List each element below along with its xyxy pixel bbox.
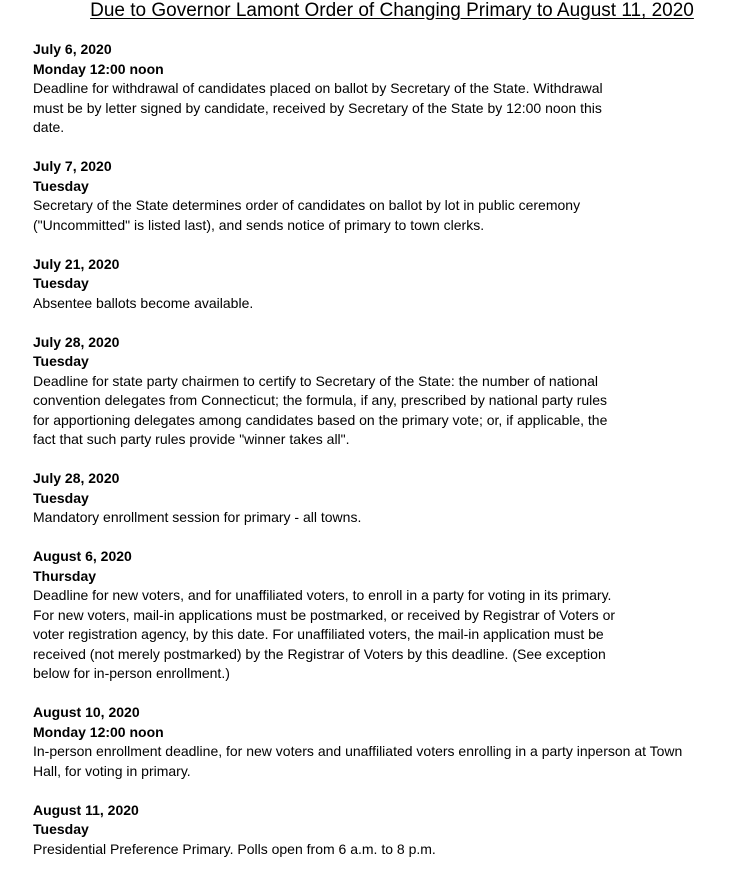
entry-description [33, 79, 727, 138]
entry-date: August 11, 2020 [33, 801, 139, 818]
description-line: voter registration agency, by this date. For unaffiliated voters, the mail-in application must be [33, 626, 604, 642]
entry-date: August 6, 2020 [33, 548, 132, 564]
description-line: received (not merely postmarked) by the Registrar of Voters by this deadline. (See exception [33, 645, 606, 662]
description-line: must be by letter signed by candidate, received by Secretary of the State by 12:00 noon this [33, 99, 602, 116]
entry-description [33, 196, 727, 235]
schedule-entry [33, 255, 727, 314]
schedule-entry [33, 469, 727, 528]
description-line: Presidential Preference Primary. Polls open from 6 a.m. to 8 p.m. [33, 840, 436, 857]
entry-day: Monday 12:00 noon [33, 60, 164, 77]
description-line: fact that such party rules provide "winner takes all". [33, 431, 350, 447]
entry-day: Tuesday [33, 177, 89, 194]
entry-description [33, 508, 727, 528]
schedule-list [33, 40, 727, 879]
entry-day: Tuesday [33, 489, 89, 506]
description-line: Absentee ballots become available. [33, 294, 254, 311]
entry-description [33, 294, 727, 314]
entry-day: Tuesday [33, 275, 89, 291]
entry-date: August 10, 2020 [33, 704, 140, 720]
description-line: For new voters, mail-in applications must be postmarked, or received by Registrar of Voters or [33, 606, 616, 623]
entry-date: July 6, 2020 [33, 41, 112, 57]
description-line: convention delegates from Connecticut; the formula, if any, prescribed by national party rules [33, 392, 608, 408]
entry-description [33, 840, 727, 860]
schedule-entry [33, 40, 727, 138]
description-line: date. [33, 119, 65, 135]
description-line: Mandatory enrollment session for primary - all towns. [33, 509, 362, 525]
description-line: In-person enrollment deadline, for new voters and unaffiliated voters enrolling in a party inperson at Town [33, 743, 683, 759]
description-line: Secretary of the State determines order of candidates on ballot by lot in public ceremony [33, 197, 581, 213]
entry-day: Tuesday [33, 353, 89, 369]
description-line: below for in-person enrollment.) [33, 665, 230, 681]
description-line: for apportioning delegates among candidates based on the primary vote; or, if applicable, the [33, 411, 608, 428]
schedule-entry [33, 703, 727, 781]
description-line: Deadline for state party chairmen to certify to Secretary of the State: the number of national [33, 372, 598, 389]
description-line: ("Uncommitted" is listed last), and sends notice of primary to town clerks. [33, 216, 485, 233]
schedule-entry [33, 157, 727, 235]
entry-date: July 28, 2020 [33, 333, 120, 350]
entry-date: July 28, 2020 [33, 470, 120, 486]
schedule-entry [33, 333, 727, 450]
entry-day: Monday 12:00 noon [33, 723, 164, 740]
entry-description [33, 586, 727, 684]
entry-date: July 7, 2020 [33, 158, 112, 174]
schedule-entry [33, 801, 727, 860]
description-line: Deadline for new voters, and for unaffiliated voters, to enroll in a party for voting in its primary. [33, 587, 612, 603]
description-line: Deadline for withdrawal of candidates placed on ballot by Secretary of the State. Withdrawal [33, 80, 603, 96]
schedule-entry [33, 547, 727, 684]
entry-description [33, 742, 727, 781]
entry-day: Tuesday [33, 821, 89, 837]
entry-date: July 21, 2020 [33, 255, 120, 272]
entry-description [33, 372, 727, 450]
entry-day: Thursday [33, 567, 97, 584]
page-title: Due to Governor Lamont Order of Changing Primary to August 11, 2020 [90, 0, 694, 21]
description-line: Hall, for voting in primary. [33, 762, 191, 779]
